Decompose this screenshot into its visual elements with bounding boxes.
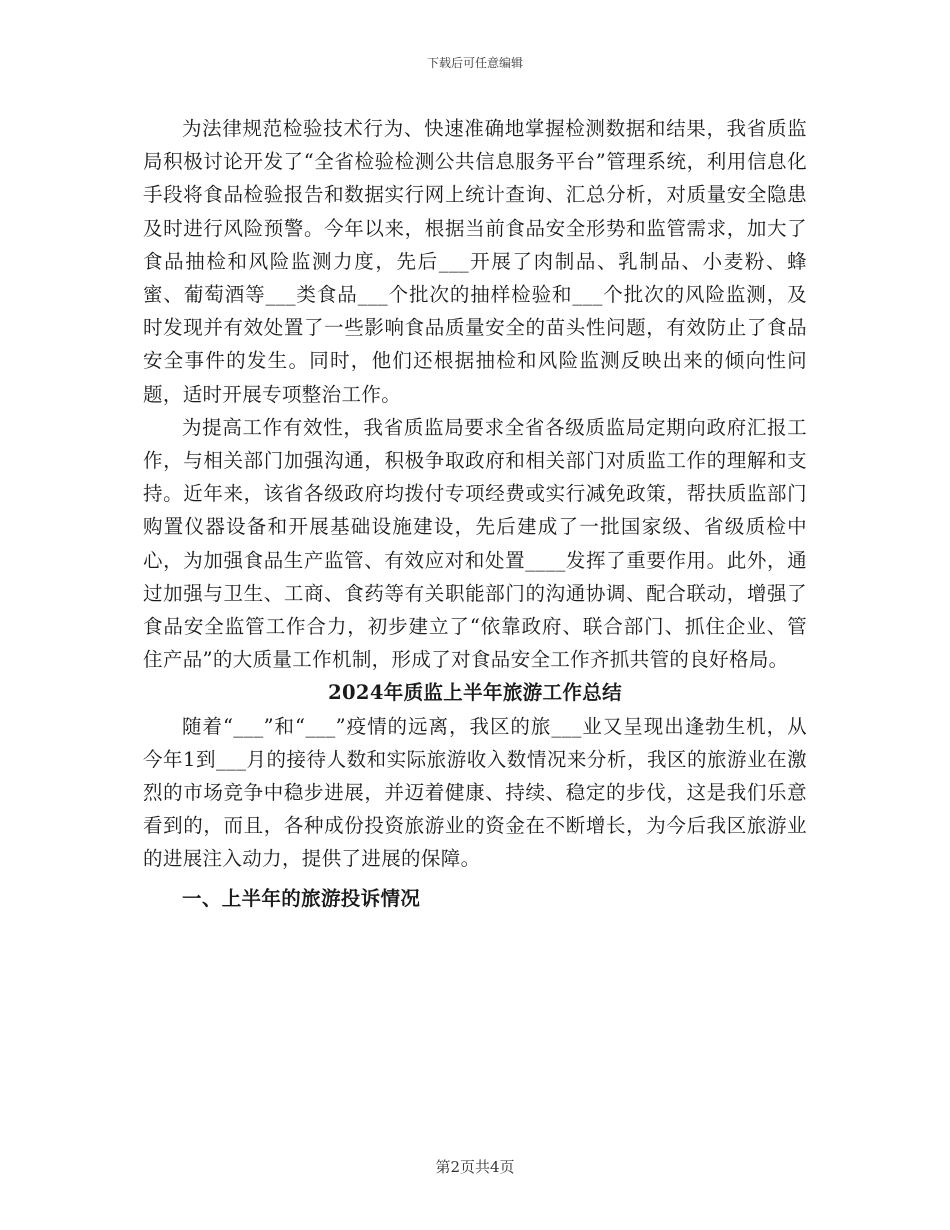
page-header: 下载后可任意编辑 — [426, 56, 523, 70]
section-title: 2024年质监上半年旅游工作总结 — [328, 681, 622, 705]
document-body — [143, 112, 807, 915]
paragraph-inspection-platform: 为法律规范检验技术行为、快速准确地掌握检测数据和结果，我省质监局积极讨论开发了“全省检验检测公共信息服务平台”管理系统，利用信息化手段将食品检验报告和数据实行网上统计查询、汇总分析，对质量安全隐患及时进行风险预警。今年以来，根据当前食品安全形势和监管需求，加大了食品抽检和风险监测力度，先后___开展了肉制品、乳制品、小麦粉、蜂蜜、葡萄酒等___类食品___个批次的抽样检验和___个批次的风险监测，及时发现并有效处置了一些影响食品质量安全的苗头性问题，有效防止了食品安全事件的发生。同时，他们还根据抽检和风险监测反映出来的倾向性问题，适时开展专项整治工作。 — [143, 117, 807, 406]
page-footer: 第2页共4页 — [435, 1158, 515, 1176]
paragraph-tourism-intro: 随着“___”和“___”疫情的远离，我区的旅___业又呈现出逢勃生机，从今年1到___月的接待人数和实际旅游收入数情况来分析，我区的旅游业在激烈的市场竞争中稳步进展，并迈着健康、持续、稳定的步伐，这是我们乐意看到的，而且，各种成份投资旅游业的资金在不断增长，为今后我区旅游业的进展注入动力，提供了进展的保障。 — [143, 714, 807, 871]
paragraph-government-cooperation: 为提高工作有效性，我省质监局要求全省各级质监局定期向政府汇报工作，与相关部门加强沟通，积极争取政府和相关部门对质监工作的理解和支持。近年来，该省各级政府均拨付专项经费或实行减免政策，帮扶质监部门购置仪器设备和开展基础设施建设，先后建成了一批国家级、省级质检中心，为加强食品生产监管、有效应对和处置____发挥了重要作用。此外，通过加强与卫生、工商、食药等有关职能部门的沟通协调、配合联动，增强了食品安全监管工作合力，初步建立了“依靠政府、联合部门、抓住企业、管住产品”的大质量工作机制，形成了对食品安全工作齐抓共管的良好格局。 — [143, 415, 807, 672]
section-heading-complaints: 一、上半年的旅游投诉情况 — [182, 886, 421, 910]
